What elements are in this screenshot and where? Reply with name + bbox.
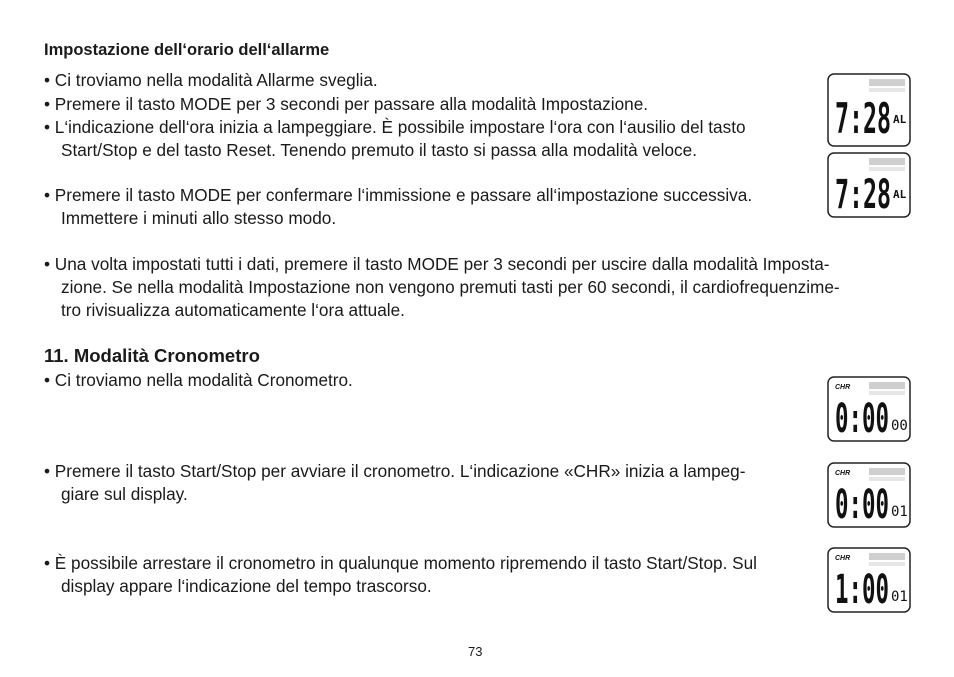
lcd-suffix: 01 bbox=[891, 504, 908, 520]
lcd-digits: 1:00 bbox=[835, 567, 889, 613]
bullet-hour-blink-cont: Start/Stop e del tasto Reset. Tenendo premuto il tasto si passa alla modalità veloce. bbox=[61, 140, 697, 160]
lcd-suffix: 00 bbox=[891, 418, 908, 434]
lcd-suffix: 01 bbox=[891, 589, 908, 605]
bullet-exit-setting: • Una volta impostati tutti i dati, premere il tasto MODE per 3 secondi per uscire dalla modalità Imposta- bbox=[44, 254, 830, 274]
lcd-display-alarm-1 bbox=[827, 73, 911, 147]
bullet-press-mode: • Premere il tasto MODE per 3 secondi per passare alla modalità Impostazione. bbox=[44, 94, 649, 114]
bullet-exit-setting-cont2: tro rivisualizza automaticamente l‘ora attuale. bbox=[61, 300, 405, 320]
lcd-digits: 7:28 bbox=[835, 172, 891, 218]
bullet-hour-blink: • L‘indicazione dell‘ora inizia a lampeggiare. È possibile impostare l‘ora con l‘ausilio del tasto bbox=[44, 117, 746, 137]
lcd-label: CHR bbox=[835, 555, 851, 562]
lcd-suffix: AL bbox=[893, 113, 907, 126]
lcd-display-chrono-2 bbox=[827, 462, 911, 528]
lcd-display-alarm-2 bbox=[827, 152, 911, 218]
lcd-digits: 0:00 bbox=[835, 396, 889, 442]
bullet-confirm-input: • Premere il tasto MODE per confermare l‘immissione e passare all‘impostazione successiva. bbox=[44, 185, 753, 205]
heading-alarm-setting: Impostazione dell‘orario dell‘allarme bbox=[44, 41, 330, 59]
bullet-chrono-mode: • Ci troviamo nella modalità Cronometro. bbox=[44, 370, 353, 390]
bullet-confirm-input-cont: Immettere i minuti allo stesso modo. bbox=[61, 208, 337, 228]
lcd-suffix: AL bbox=[893, 188, 907, 201]
bullet-start-chrono-cont: giare sul display. bbox=[61, 484, 188, 504]
page-number: 73 bbox=[468, 644, 483, 659]
lcd-label: CHR bbox=[835, 470, 851, 477]
heading-chrono-mode: 11. Modalità Cronometro bbox=[44, 345, 260, 366]
lcd-display-chrono-1 bbox=[827, 376, 911, 442]
bullet-exit-setting-cont1: zione. Se nella modalità Impostazione non vengono premuti tasti per 60 secondi, il cardiofrequenzime- bbox=[61, 277, 840, 297]
lcd-label: CHR bbox=[835, 384, 851, 391]
bullet-stop-chrono: • È possibile arrestare il cronometro in qualunque momento ripremendo il tasto Start/Stop. Sul bbox=[44, 553, 757, 573]
lcd-digits: 0:00 bbox=[835, 482, 889, 528]
lcd-display-chrono-3 bbox=[827, 547, 911, 613]
bullet-stop-chrono-cont: display appare l‘indicazione del tempo trascorso. bbox=[61, 576, 432, 596]
lcd-digits: 7:28 bbox=[835, 94, 891, 143]
bullet-start-chrono: • Premere il tasto Start/Stop per avviare il cronometro. L‘indicazione «CHR» inizia a lampeg- bbox=[44, 461, 746, 481]
bullet-alarm-mode: • Ci troviamo nella modalità Allarme sveglia. bbox=[44, 70, 378, 90]
